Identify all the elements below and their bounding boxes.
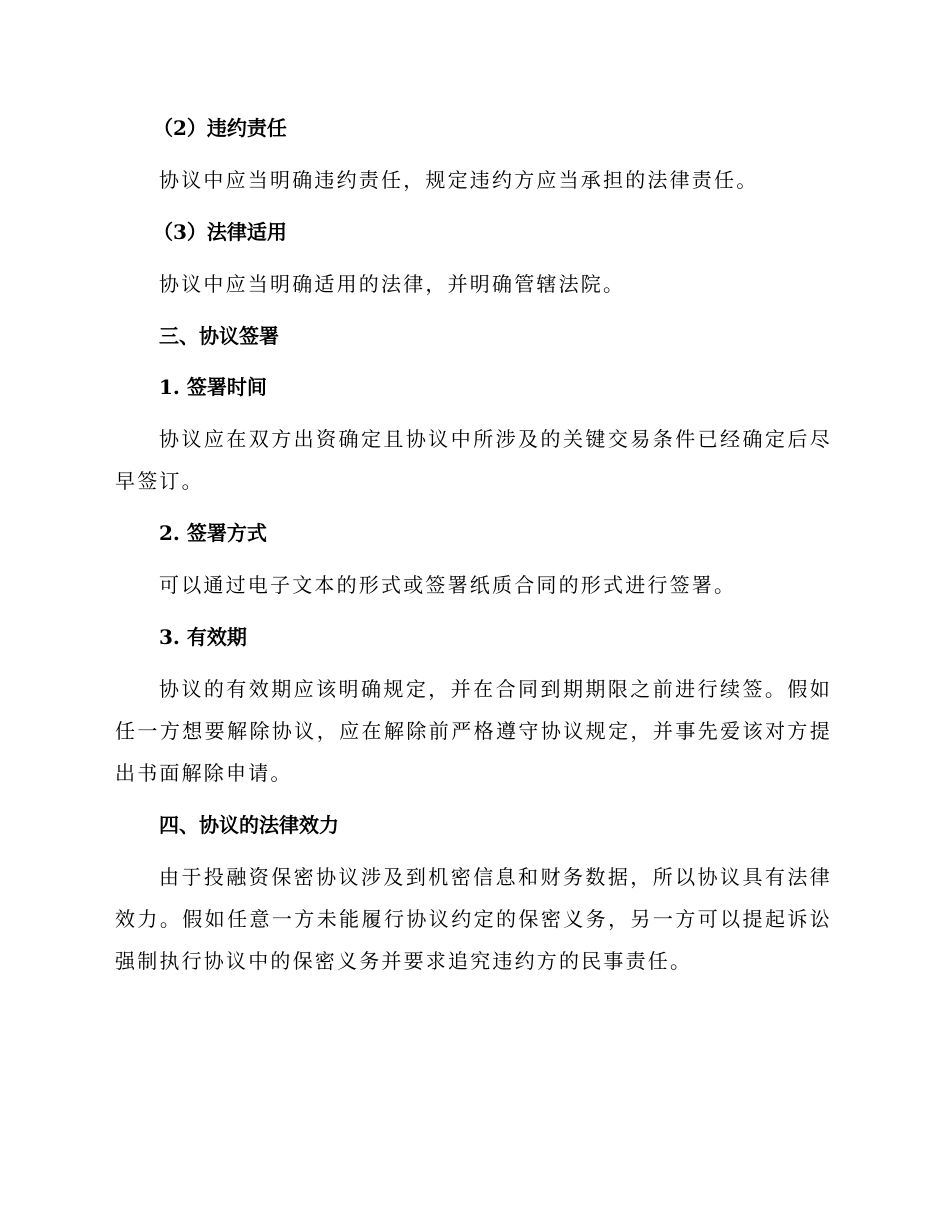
paragraph-validity-period: 协议的有效期应该明确规定，并在合同到期期限之前进行续签。假如任一方想要解除协议，应在解除前严格遵守协议规定，并事先爱该对方提出书面解除申请。	[115, 677, 832, 785]
paragraph-breach-liability: 协议中应当明确违约责任，规定违约方应当承担的法律责任。	[159, 168, 759, 192]
paragraph-applicable-law: 协议中应当明确适用的法律，并明确管辖法院。	[159, 272, 626, 296]
subheading-applicable-law: （3）法律适用	[153, 220, 287, 244]
paragraph-signing-time: 协议应在双方出资确定且协议中所涉及的关键交易条件已经确定后尽早签订。	[115, 427, 832, 493]
section-heading-signing: 三、协议签署	[159, 324, 279, 348]
section-heading-legal-effect: 四、协议的法律效力	[159, 813, 339, 837]
document-body	[115, 108, 832, 982]
subheading-breach-liability: （2）违约责任	[153, 116, 287, 140]
paragraph-signing-method: 可以通过电子文本的形式或签署纸质合同的形式进行签署。	[159, 573, 737, 597]
subheading-validity-period: 3. 有效期	[159, 625, 247, 649]
paragraph-legal-effect: 由于投融资保密协议涉及到机密信息和财务数据，所以协议具有法律效力。假如任意一方未能履行协议约定的保密义务，另一方可以提起诉讼强制执行协议中的保密义务并要求追究违约方的民事责任。	[115, 865, 832, 973]
subheading-signing-time: 1. 签署时间	[159, 375, 267, 399]
subheading-signing-method: 2. 签署方式	[159, 521, 267, 545]
